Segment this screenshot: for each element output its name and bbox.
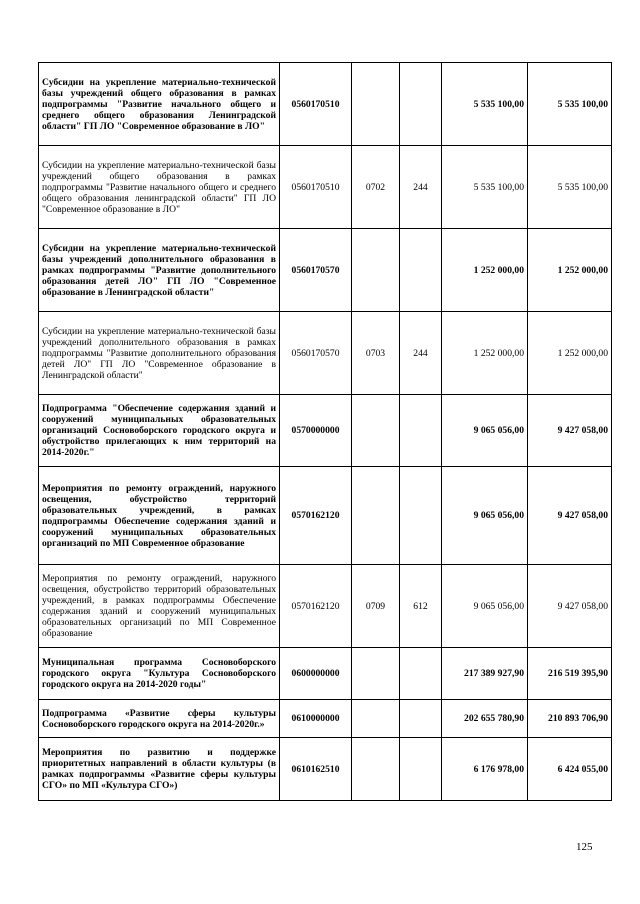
item-name-cell: Субсидии на укрепление материально-технической базы учреждений дополнительного образования в рамках подпрограммы "Развитие дополнительного образования детей ЛО" ГП ЛО "Современное образование в Ленинградской области" bbox=[39, 312, 280, 395]
expense-kind-cell: 244 bbox=[400, 312, 442, 395]
amount-year-2-cell: 210 893 706,90 bbox=[528, 700, 612, 738]
section-code-cell bbox=[352, 648, 400, 700]
target-code-cell: 0570162120 bbox=[280, 467, 352, 565]
item-name-cell: Подпрограмма «Развитие сферы культуры Сосновоборского городского округа на 2014-2020г.» bbox=[39, 700, 280, 738]
expense-kind-cell bbox=[400, 700, 442, 738]
amount-year-1-cell: 202 655 780,90 bbox=[442, 700, 528, 738]
target-code-cell: 0560170510 bbox=[280, 146, 352, 229]
item-name-cell: Субсидии на укрепление материально-технической базы учреждений дополнительного образования в рамках подпрограммы "Развитие дополнительного образования детей ЛО" ГП ЛО "Современное образование в Ленинградской области" bbox=[39, 229, 280, 312]
expense-kind-cell: 244 bbox=[400, 146, 442, 229]
amount-year-2-cell: 5 535 100,00 bbox=[528, 146, 612, 229]
section-code-cell bbox=[352, 738, 400, 801]
budget-table-body bbox=[39, 63, 612, 801]
item-name-cell: Муниципальная программа Сосновоборского городского округа "Культура Сосновоборского городского округа на 2014-2020 годы" bbox=[39, 648, 280, 700]
section-code-cell bbox=[352, 467, 400, 565]
amount-year-1-cell: 1 252 000,00 bbox=[442, 229, 528, 312]
table-row bbox=[39, 395, 612, 467]
section-code-cell: 0709 bbox=[352, 565, 400, 648]
table-row bbox=[39, 700, 612, 738]
table-row bbox=[39, 229, 612, 312]
target-code-cell: 0570162120 bbox=[280, 565, 352, 648]
item-name-cell: Субсидии на укрепление материально-технической базы учреждений общего образования в рамках подпрограммы "Развитие начального общего и среднего общего образования ленинградской области" ГП ЛО "Современное образование в ЛО" bbox=[39, 146, 280, 229]
table-row bbox=[39, 648, 612, 700]
section-code-cell: 0702 bbox=[352, 146, 400, 229]
section-code-cell bbox=[352, 700, 400, 738]
amount-year-2-cell: 6 424 055,00 bbox=[528, 738, 612, 801]
amount-year-1-cell: 1 252 000,00 bbox=[442, 312, 528, 395]
expense-kind-cell bbox=[400, 738, 442, 801]
amount-year-2-cell: 9 427 058,00 bbox=[528, 467, 612, 565]
table-row bbox=[39, 146, 612, 229]
amount-year-2-cell: 9 427 058,00 bbox=[528, 395, 612, 467]
amount-year-2-cell: 5 535 100,00 bbox=[528, 63, 612, 146]
amount-year-1-cell: 5 535 100,00 bbox=[442, 146, 528, 229]
amount-year-1-cell: 217 389 927,90 bbox=[442, 648, 528, 700]
target-code-cell: 0600000000 bbox=[280, 648, 352, 700]
target-code-cell: 0570000000 bbox=[280, 395, 352, 467]
amount-year-1-cell: 9 065 056,00 bbox=[442, 565, 528, 648]
item-name-cell: Субсидии на укрепление материально-технической базы учреждений общего образования в рамках подпрограммы "Развитие начального общего и среднего общего образования Ленинградской области" ГП ЛО "Современное образование в ЛО" bbox=[39, 63, 280, 146]
amount-year-1-cell: 9 065 056,00 bbox=[442, 467, 528, 565]
table-row bbox=[39, 467, 612, 565]
item-name-cell: Мероприятия по развитию и поддержке приоритетных направлений в области культуры (в рамках подпрограммы «Развитие сферы культуры СГО» по МП «Культура СГО») bbox=[39, 738, 280, 801]
item-name-cell: Подпрограмма "Обеспечение содержания зданий и сооружений муниципальных образовательных организаций Сосновоборского городского округа и обустройство прилегающих к ним территорий на 2014-2020г." bbox=[39, 395, 280, 467]
budget-table bbox=[38, 62, 612, 801]
amount-year-1-cell: 6 176 978,00 bbox=[442, 738, 528, 801]
item-name-cell: Мероприятия по ремонту ограждений, наружного освещения, обустройство территорий образовательных учреждений, в рамках подпрограммы Обеспечение содержания зданий и сооружений муниципальных образовательных организаций по МП Современное образование bbox=[39, 467, 280, 565]
expense-kind-cell bbox=[400, 63, 442, 146]
expense-kind-cell bbox=[400, 229, 442, 312]
amount-year-2-cell: 216 519 395,90 bbox=[528, 648, 612, 700]
amount-year-2-cell: 1 252 000,00 bbox=[528, 229, 612, 312]
amount-year-1-cell: 5 535 100,00 bbox=[442, 63, 528, 146]
table-row bbox=[39, 738, 612, 801]
table-row bbox=[39, 312, 612, 395]
target-code-cell: 0560170510 bbox=[280, 63, 352, 146]
table-row bbox=[39, 565, 612, 648]
target-code-cell: 0610162510 bbox=[280, 738, 352, 801]
page-number: 125 bbox=[576, 841, 593, 853]
item-name-cell: Мероприятия по ремонту ограждений, наружного освещения, обустройство территорий образовательных учреждений, в рамках подпрограммы Обеспечение содержания зданий и сооружений муниципальных образовательных организаций по МП Современное образование bbox=[39, 565, 280, 648]
amount-year-1-cell: 9 065 056,00 bbox=[442, 395, 528, 467]
expense-kind-cell bbox=[400, 648, 442, 700]
amount-year-2-cell: 9 427 058,00 bbox=[528, 565, 612, 648]
target-code-cell: 0560170570 bbox=[280, 229, 352, 312]
expense-kind-cell bbox=[400, 395, 442, 467]
expense-kind-cell: 612 bbox=[400, 565, 442, 648]
target-code-cell: 0610000000 bbox=[280, 700, 352, 738]
amount-year-2-cell: 1 252 000,00 bbox=[528, 312, 612, 395]
target-code-cell: 0560170570 bbox=[280, 312, 352, 395]
section-code-cell bbox=[352, 395, 400, 467]
section-code-cell bbox=[352, 63, 400, 146]
expense-kind-cell bbox=[400, 467, 442, 565]
section-code-cell: 0703 bbox=[352, 312, 400, 395]
table-row bbox=[39, 63, 612, 146]
section-code-cell bbox=[352, 229, 400, 312]
